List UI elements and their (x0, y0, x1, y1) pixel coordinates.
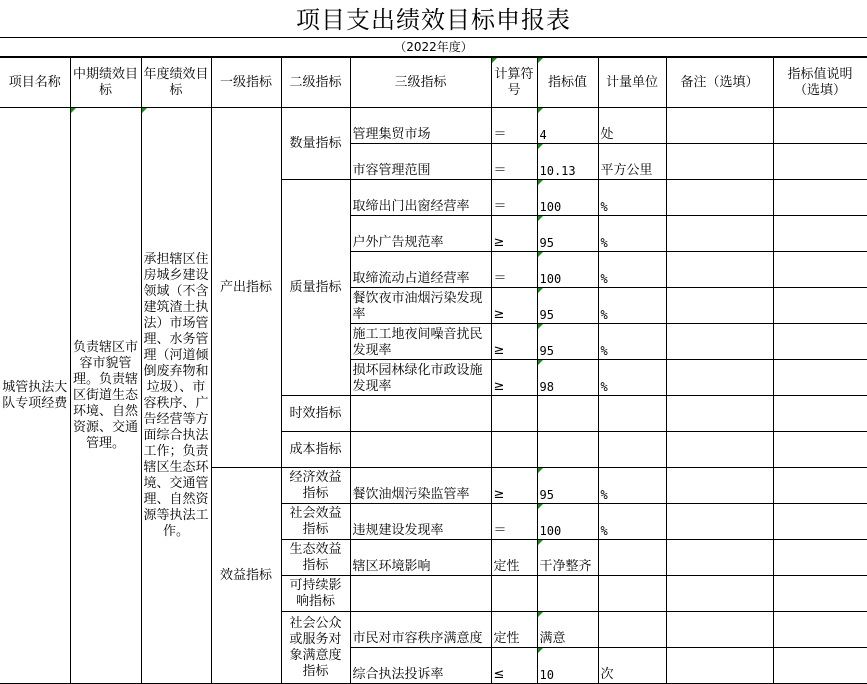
value-note-cell (773, 216, 867, 252)
indicator-value: 98 (537, 360, 598, 396)
indicator-operator: 定性 (491, 612, 537, 648)
value-note-cell (773, 288, 867, 324)
indicator-unit (598, 576, 666, 612)
indicator-value (537, 576, 598, 612)
indicator-name: 餐饮夜市油烟污染发现率 (350, 288, 491, 324)
performance-table (0, 57, 867, 684)
indicator-name: 取缔出门出窗经营率 (350, 180, 491, 216)
value-note-cell (773, 180, 867, 216)
remarks-cell (666, 180, 773, 216)
indicator-name: 管理集贸市场 (350, 108, 491, 144)
remarks-cell (666, 504, 773, 540)
indicator-operator: ≥ (491, 468, 537, 504)
indicator-name (350, 396, 491, 432)
indicator-value: 4 (537, 108, 598, 144)
indicator-operator: ≥ (491, 216, 537, 252)
indicator-unit: % (598, 360, 666, 396)
value-note-cell (773, 612, 867, 648)
value-note-cell (773, 108, 867, 144)
header-operator: 计算符号 (491, 58, 537, 108)
remarks-cell (666, 468, 773, 504)
remarks-cell (666, 540, 773, 576)
indicator-value: 干净整齐 (537, 540, 598, 576)
indicator-name (350, 576, 491, 612)
indicator-operator: ＝ (491, 144, 537, 180)
header-remarks: 备注（选填） (666, 58, 773, 108)
level2-quality: 质量指标 (281, 180, 350, 396)
indicator-operator: ≥ (491, 324, 537, 360)
remarks-cell (666, 108, 773, 144)
header-row (0, 58, 867, 108)
indicator-value: 100 (537, 180, 598, 216)
level1-output: 产出指标 (211, 108, 281, 468)
indicator-unit: 处 (598, 108, 666, 144)
level2-satisfaction: 社会公众或服务对象满意度指标 (281, 612, 350, 684)
remarks-cell (666, 252, 773, 288)
indicator-unit: % (598, 504, 666, 540)
annual-goal-cell: 承担辖区住房城乡建设领域（不含建筑渣土执法）市场管理、水务管理（河道倾倒废弃物和垃圾）、市容秩序、广告经营等方面综合执法工作；负责辖区生态环境、交通管理、自然资源等执法工作。 (141, 108, 211, 684)
indicator-unit (598, 612, 666, 648)
header-level3: 三级指标 (350, 58, 491, 108)
indicator-name: 取缔流动占道经营率 (350, 252, 491, 288)
indicator-value: 95 (537, 288, 598, 324)
indicator-operator (491, 432, 537, 468)
level2-sustainable: 可持续影响指标 (281, 576, 350, 612)
indicator-name: 违规建设发现率 (350, 504, 491, 540)
indicator-operator (491, 396, 537, 432)
indicator-value: 10.13 (537, 144, 598, 180)
remarks-cell (666, 360, 773, 396)
header-level1: 一级指标 (211, 58, 281, 108)
indicator-name: 施工工地夜间噪音扰民发现率 (350, 324, 491, 360)
indicator-value: 100 (537, 252, 598, 288)
header-unit: 计量单位 (598, 58, 666, 108)
remarks-cell (666, 612, 773, 648)
value-note-cell (773, 324, 867, 360)
indicator-value: 100 (537, 504, 598, 540)
value-note-cell (773, 252, 867, 288)
header-level2: 二级指标 (281, 58, 350, 108)
level2-social: 社会效益指标 (281, 504, 350, 540)
value-note-cell (773, 432, 867, 468)
indicator-name: 损坏园林绿化市政设施发现率 (350, 360, 491, 396)
indicator-value: 10 (537, 648, 598, 684)
indicator-unit: % (598, 324, 666, 360)
value-note-cell (773, 540, 867, 576)
indicator-unit (598, 396, 666, 432)
value-note-cell (773, 396, 867, 432)
remarks-cell (666, 432, 773, 468)
indicator-unit: % (598, 180, 666, 216)
remarks-cell (666, 648, 773, 684)
header-mid-goal: 中期绩效目标 (70, 58, 141, 108)
value-note-cell (773, 648, 867, 684)
project-name-cell: 城管执法大队专项经费 (0, 108, 70, 684)
indicator-operator: ≥ (491, 288, 537, 324)
remarks-cell (666, 288, 773, 324)
header-project-name: 项目名称 (0, 58, 70, 108)
remarks-cell (666, 144, 773, 180)
remarks-cell (666, 216, 773, 252)
indicator-unit: % (598, 468, 666, 504)
remarks-cell (666, 396, 773, 432)
table-row (0, 108, 867, 144)
indicator-unit: % (598, 216, 666, 252)
fiscal-year: （2022年度） (0, 38, 867, 57)
indicator-operator (491, 576, 537, 612)
indicator-operator: ＝ (491, 252, 537, 288)
level2-quantity: 数量指标 (281, 108, 350, 180)
remarks-cell (666, 324, 773, 360)
indicator-name (350, 432, 491, 468)
indicator-operator: ＝ (491, 504, 537, 540)
indicator-name: 辖区环境影响 (350, 540, 491, 576)
level2-timeliness: 时效指标 (281, 396, 350, 432)
indicator-unit: % (598, 288, 666, 324)
indicator-value (537, 432, 598, 468)
indicator-value: 满意 (537, 612, 598, 648)
indicator-name: 综合执法投诉率 (350, 648, 491, 684)
header-annual-goal: 年度绩效目标 (141, 58, 211, 108)
mid-goal-cell: 负责辖区市容市貌管理。负责辖区街道生态环境、自然资源、交通管理。 (70, 108, 141, 684)
level1-benefit: 效益指标 (211, 468, 281, 684)
value-note-cell (773, 468, 867, 504)
remarks-cell (666, 576, 773, 612)
indicator-value: 95 (537, 468, 598, 504)
indicator-name: 户外广告规范率 (350, 216, 491, 252)
header-value: 指标值 (537, 58, 598, 108)
indicator-unit (598, 540, 666, 576)
indicator-operator: ＝ (491, 108, 537, 144)
header-value-note: 指标值说明（选填） (773, 58, 867, 108)
level2-ecological: 生态效益指标 (281, 540, 350, 576)
indicator-name: 餐饮油烟污染监管率 (350, 468, 491, 504)
indicator-name: 市容管理范围 (350, 144, 491, 180)
indicator-value: 95 (537, 324, 598, 360)
indicator-operator: 定性 (491, 540, 537, 576)
indicator-unit: 次 (598, 648, 666, 684)
indicator-operator: ≤ (491, 648, 537, 684)
indicator-value: 95 (537, 216, 598, 252)
value-note-cell (773, 360, 867, 396)
indicator-unit (598, 432, 666, 468)
indicator-unit: % (598, 252, 666, 288)
level2-cost: 成本指标 (281, 432, 350, 468)
level2-economic: 经济效益指标 (281, 468, 350, 504)
value-note-cell (773, 144, 867, 180)
value-note-cell (773, 504, 867, 540)
indicator-unit: 平方公里 (598, 144, 666, 180)
indicator-name: 市民对市容秩序满意度 (350, 612, 491, 648)
indicator-value (537, 396, 598, 432)
indicator-operator: ＝ (491, 180, 537, 216)
indicator-operator: ≥ (491, 360, 537, 396)
form-title: 项目支出绩效目标申报表 (0, 0, 867, 38)
value-note-cell (773, 576, 867, 612)
